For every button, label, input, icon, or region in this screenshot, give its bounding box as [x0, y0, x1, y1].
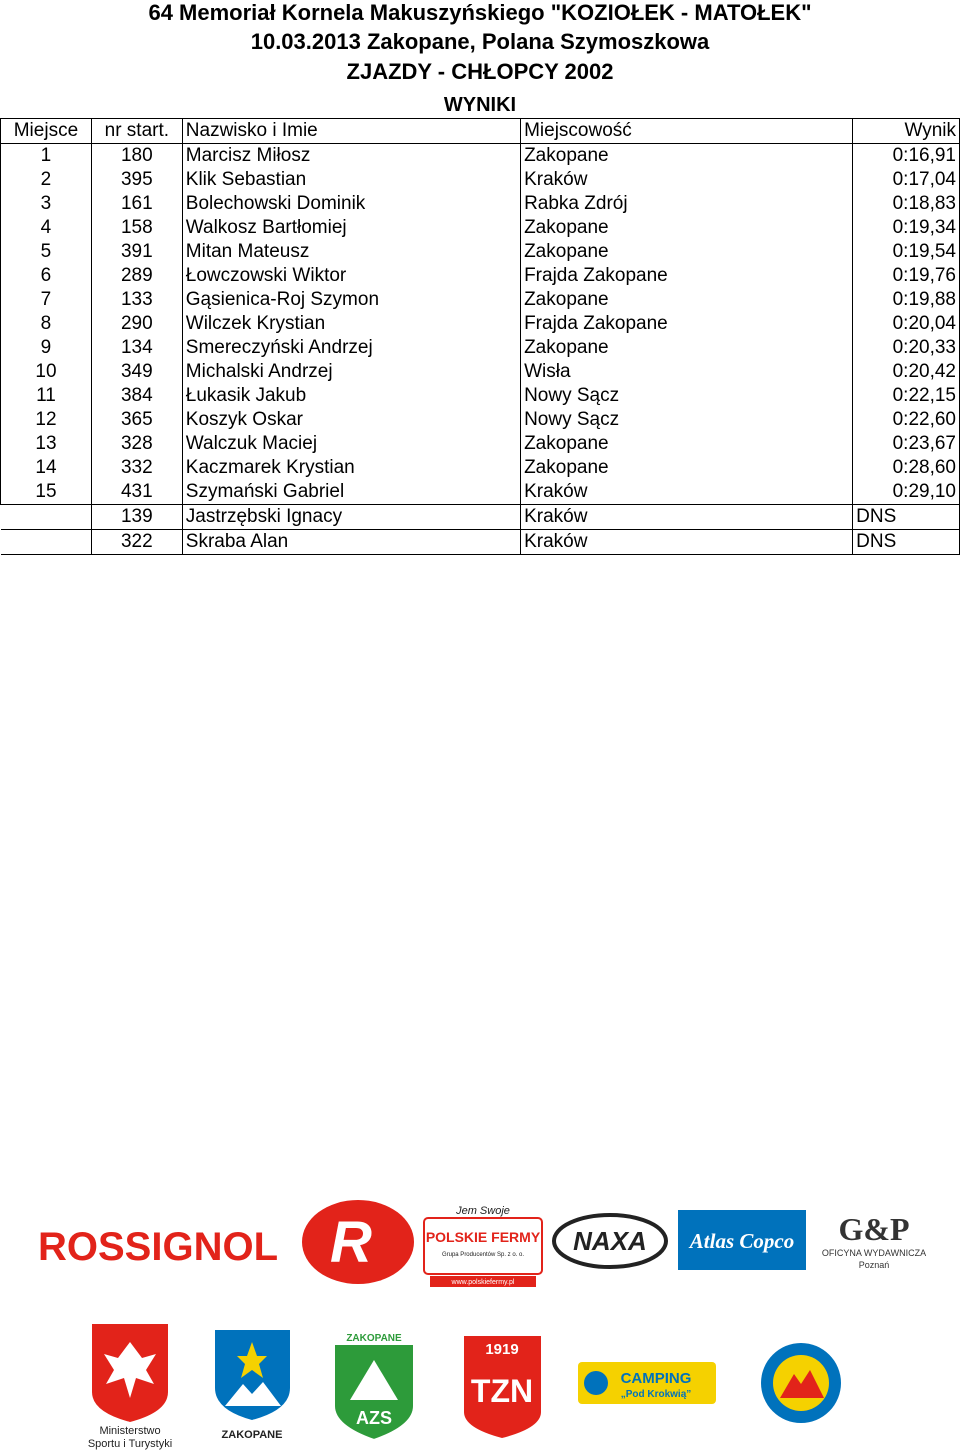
result-cell: 0:17,04	[853, 168, 960, 192]
city-cell: Kraków	[521, 480, 853, 505]
result-cell: DNS	[853, 505, 960, 530]
city-cell: Zakopane	[521, 456, 853, 480]
tzn-year: 1919	[485, 1341, 519, 1358]
polskie-fermy-tagline: Jem Swoje	[456, 1205, 510, 1217]
name-cell: Szymański Gabriel	[182, 480, 520, 505]
city-cell: Nowy Sącz	[521, 384, 853, 408]
zakopane-label: ZAKOPANE	[221, 1429, 283, 1441]
name-cell: Łowczowski Wiktor	[182, 264, 520, 288]
name-cell: Bolechowski Dominik	[182, 192, 520, 216]
table-row	[1, 264, 960, 288]
azs-zakopane-logo	[328, 1330, 420, 1445]
start-number-cell: 431	[91, 480, 182, 505]
place-cell: 14	[1, 456, 92, 480]
place-cell: 7	[1, 288, 92, 312]
start-number-cell: 384	[91, 384, 182, 408]
polskie-fermy-url: www.polskiefermy.pl	[451, 1279, 515, 1286]
city-cell: Zakopane	[521, 288, 853, 312]
result-cell: 0:20,33	[853, 336, 960, 360]
result-cell: DNS	[853, 530, 960, 555]
city-cell: Kraków	[521, 530, 853, 555]
gp-logo	[812, 1202, 936, 1280]
result-cell: 0:16,91	[853, 144, 960, 169]
sponsor-logos-row-2	[0, 1310, 960, 1450]
table-row	[1, 360, 960, 384]
result-cell: 0:22,15	[853, 384, 960, 408]
rossignol-wordmark: ROSSIGNOL	[38, 1225, 279, 1269]
column-header-start-number: nr start.	[91, 119, 182, 144]
polskie-fermy-name: POLSKIE FERMY	[425, 1229, 541, 1245]
zakopane-crest-logo	[205, 1326, 300, 1441]
gp-city: Poznań	[858, 1260, 890, 1270]
table-row	[1, 240, 960, 264]
table-row	[1, 336, 960, 360]
start-number-cell: 332	[91, 456, 182, 480]
atlas-copco-logo	[678, 1210, 806, 1270]
city-cell: Nowy Sącz	[521, 408, 853, 432]
place-cell: 9	[1, 336, 92, 360]
start-number-cell: 391	[91, 240, 182, 264]
dns-row	[1, 505, 960, 530]
table-row	[1, 288, 960, 312]
place-cell: 5	[1, 240, 92, 264]
table-row	[1, 144, 960, 169]
result-cell: 0:20,42	[853, 360, 960, 384]
start-number-cell: 139	[91, 505, 182, 530]
ministry-sport-logo	[70, 1318, 190, 1450]
column-header-result: Wynik	[853, 119, 960, 144]
table-row	[1, 312, 960, 336]
result-cell: 0:22,60	[853, 408, 960, 432]
mountain-rescue-logo	[758, 1340, 844, 1426]
result-cell: 0:29,10	[853, 480, 960, 505]
start-number-cell: 289	[91, 264, 182, 288]
table-row	[1, 384, 960, 408]
start-number-cell: 365	[91, 408, 182, 432]
start-number-cell: 395	[91, 168, 182, 192]
start-number-cell: 322	[91, 530, 182, 555]
polskie-fermy-logo	[422, 1198, 544, 1288]
table-row	[1, 216, 960, 240]
name-cell: Walczuk Maciej	[182, 432, 520, 456]
place-cell	[1, 530, 92, 555]
gp-subtitle: OFICYNA WYDAWNICZA	[821, 1248, 927, 1258]
start-number-cell: 290	[91, 312, 182, 336]
city-cell: Rabka Zdrój	[521, 192, 853, 216]
city-cell: Zakopane	[521, 240, 853, 264]
place-cell: 15	[1, 480, 92, 505]
rossignol-logo	[30, 1198, 420, 1288]
rossignol-r-letter: R	[330, 1210, 372, 1275]
city-cell: Zakopane	[521, 216, 853, 240]
rescue-inner-disc	[773, 1355, 829, 1411]
column-header-place: Miejsce	[1, 119, 92, 144]
name-cell: Marcisz Miłosz	[182, 144, 520, 169]
table-row	[1, 456, 960, 480]
name-cell: Walkosz Bartłomiej	[182, 216, 520, 240]
camping-wordmark: CAMPING	[620, 1370, 692, 1387]
table-row	[1, 480, 960, 505]
result-cell: 0:23,67	[853, 432, 960, 456]
event-date-location: 10.03.2013 Zakopane, Polana Szymoszkowa	[250, 29, 710, 54]
place-cell: 8	[1, 312, 92, 336]
city-cell: Zakopane	[521, 144, 853, 169]
place-cell: 10	[1, 360, 92, 384]
table-row	[1, 432, 960, 456]
table-row	[1, 168, 960, 192]
city-cell: Zakopane	[521, 336, 853, 360]
place-cell: 6	[1, 264, 92, 288]
start-number-cell: 158	[91, 216, 182, 240]
polskie-fermy-frame	[424, 1218, 542, 1274]
city-cell: Frajda Zakopane	[521, 264, 853, 288]
place-cell: 12	[1, 408, 92, 432]
name-cell: Koszyk Oskar	[182, 408, 520, 432]
place-cell	[1, 505, 92, 530]
competition-category: ZJAZDY - CHŁOPCY 2002	[346, 59, 614, 84]
table-row	[1, 408, 960, 432]
result-cell: 0:20,04	[853, 312, 960, 336]
naxa-wordmark: NAXA	[573, 1226, 647, 1256]
naxa-logo	[550, 1206, 670, 1276]
name-cell: Klik Sebastian	[182, 168, 520, 192]
column-header-name: Nazwisko i Imie	[182, 119, 520, 144]
start-number-cell: 133	[91, 288, 182, 312]
camping-tent-icon	[584, 1371, 608, 1395]
city-cell: Zakopane	[521, 432, 853, 456]
name-cell: Mitan Mateusz	[182, 240, 520, 264]
result-cell: 0:19,54	[853, 240, 960, 264]
start-number-cell: 349	[91, 360, 182, 384]
azs-top-label: ZAKOPANE	[346, 1333, 402, 1344]
gp-wordmark: G&P	[838, 1211, 910, 1247]
results-table	[0, 118, 960, 555]
start-number-cell: 134	[91, 336, 182, 360]
place-cell: 2	[1, 168, 92, 192]
polskie-fermy-subtitle: Grupa Producentów Sp. z o. o.	[441, 1252, 525, 1258]
camping-pod-krokwia-logo	[578, 1358, 716, 1408]
table-row	[1, 192, 960, 216]
result-cell: 0:28,60	[853, 456, 960, 480]
place-cell: 4	[1, 216, 92, 240]
name-cell: Kaczmarek Krystian	[182, 456, 520, 480]
ministry-name-line1: Ministerstwo	[99, 1425, 161, 1437]
result-cell: 0:18,83	[853, 192, 960, 216]
tzn-logo	[460, 1332, 545, 1440]
column-header-city: Miejscowość	[521, 119, 853, 144]
name-cell: Skraba Alan	[182, 530, 520, 555]
result-cell: 0:19,76	[853, 264, 960, 288]
city-cell: Kraków	[521, 505, 853, 530]
result-cell: 0:19,88	[853, 288, 960, 312]
city-cell: Frajda Zakopane	[521, 312, 853, 336]
start-number-cell: 180	[91, 144, 182, 169]
result-cell: 0:19,34	[853, 216, 960, 240]
sponsor-logos-row-1	[0, 1180, 960, 1295]
place-cell: 11	[1, 384, 92, 408]
start-number-cell: 161	[91, 192, 182, 216]
start-number-cell: 328	[91, 432, 182, 456]
place-cell: 13	[1, 432, 92, 456]
ministry-name-line2: Sportu i Turystyki	[87, 1438, 173, 1450]
name-cell: Jastrzębski Ignacy	[182, 505, 520, 530]
camping-subtitle: „Pod Krokwią”	[620, 1389, 692, 1400]
name-cell: Smereczyński Andrzej	[182, 336, 520, 360]
atlas-copco-wordmark: Atlas Copco	[689, 1229, 795, 1253]
results-heading: WYNIKI	[443, 94, 517, 116]
dns-row	[1, 530, 960, 555]
name-cell: Łukasik Jakub	[182, 384, 520, 408]
tzn-letters: TZN	[470, 1373, 534, 1409]
name-cell: Wilczek Krystian	[182, 312, 520, 336]
name-cell: Michalski Andrzej	[182, 360, 520, 384]
azs-letters: AZS	[356, 1408, 392, 1428]
event-title: 64 Memoriał Kornela Makuszyńskiego "KOZIOŁEK - MATOŁEK"	[148, 0, 812, 25]
name-cell: Gąsienica-Roj Szymon	[182, 288, 520, 312]
city-cell: Kraków	[521, 168, 853, 192]
city-cell: Wisła	[521, 360, 853, 384]
place-cell: 3	[1, 192, 92, 216]
table-header-row	[1, 119, 960, 144]
place-cell: 1	[1, 144, 92, 169]
